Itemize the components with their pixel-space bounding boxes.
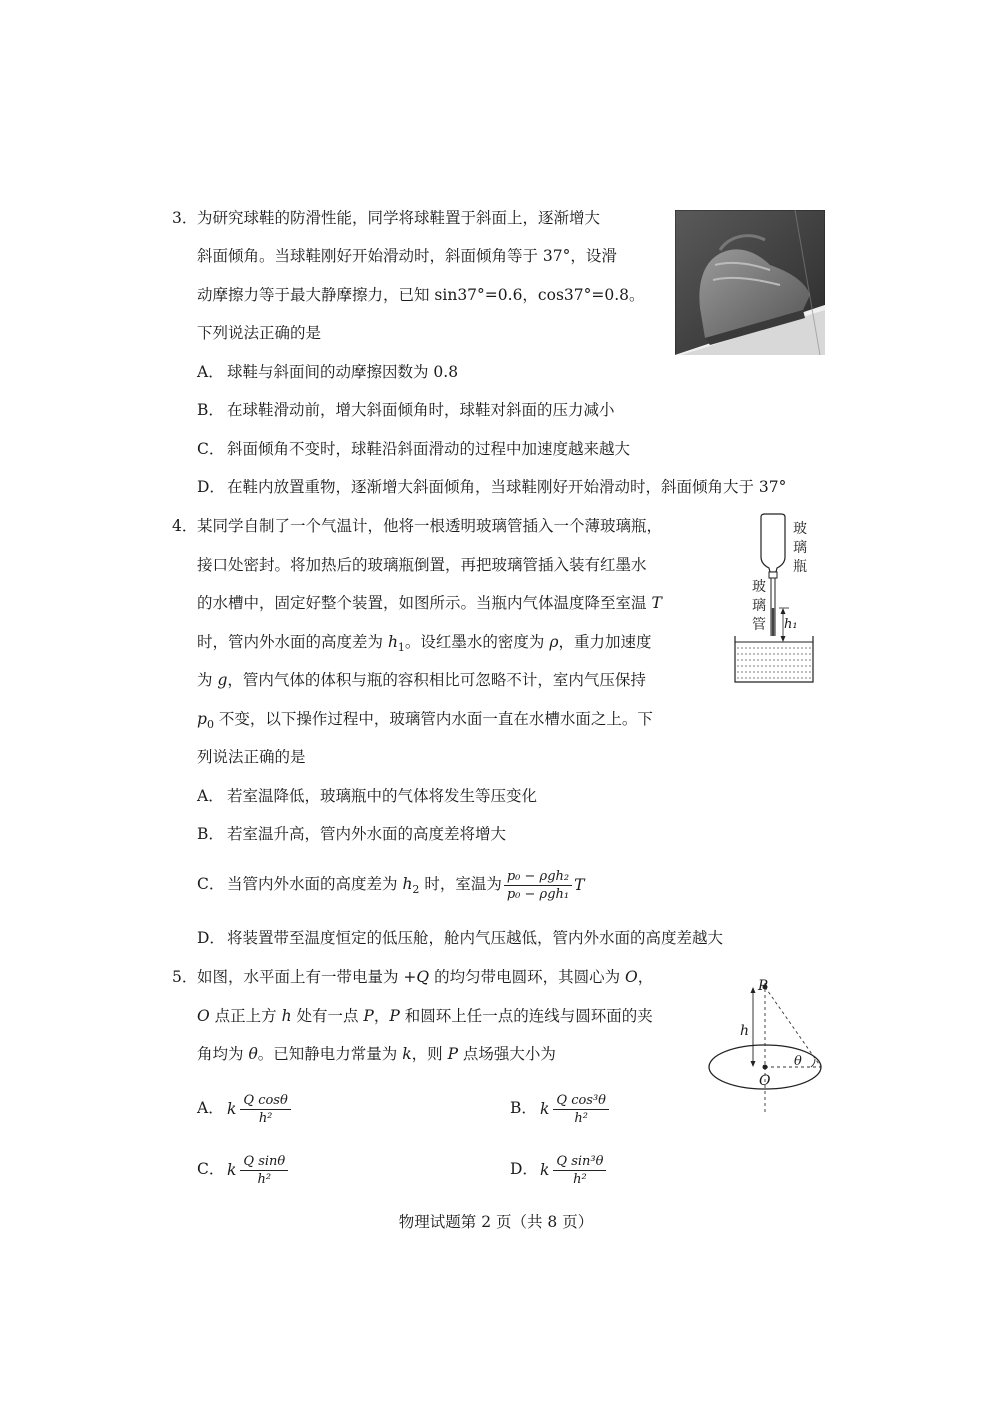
text-run: 和圆环上任一点的连线与圆环面的夹 (399, 1007, 653, 1025)
q3-text-line-2: 斜面倾角。当球鞋刚好开始滑动时，斜面倾角等于 37°，设滑 (197, 247, 617, 265)
option-fraction (240, 1092, 290, 1127)
fraction-numerator: p₀ − ρgh₂ (504, 868, 572, 886)
fraction-numerator: Q cosθ (240, 1092, 290, 1110)
symbol-rho: ρ (549, 633, 559, 651)
text-run: 为 (197, 671, 218, 689)
h1-label: h₁ (784, 617, 798, 632)
point-o (763, 1065, 768, 1070)
option-text: 若室温升高，管内外水面的高度差将增大 (227, 825, 507, 843)
q4-number: 4． (172, 517, 198, 535)
option-text: 球鞋与斜面间的动摩擦因数为 0.8 (227, 363, 459, 381)
option-letter: B． (197, 825, 224, 843)
tube-label: 玻璃管 (752, 579, 766, 633)
q4-text-line-3 (197, 592, 662, 614)
option-letter: B． (197, 401, 224, 419)
option-fraction (240, 1153, 288, 1188)
page-footer: 物理试题第 2 页（共 8 页） (398, 1213, 594, 1231)
q5-option-c (197, 1147, 290, 1192)
q3-text-line-3: 动摩擦力等于最大静摩擦力，已知 sin37°=0.6，cos37°=0.8。 (197, 286, 645, 304)
option-letter: D． (197, 929, 225, 947)
q4-text-line-6 (197, 708, 653, 736)
option-text: 在球鞋滑动前，增大斜面倾角时，球鞋对斜面的压力减小 (227, 401, 615, 419)
q5-option-a (197, 1086, 293, 1131)
option-letter: A． (197, 1099, 224, 1117)
fraction-numerator: Q sinθ (240, 1153, 288, 1171)
symbol-p: p (197, 710, 207, 728)
label-p: P (758, 978, 768, 994)
text-run: ，重力加速度 (558, 633, 652, 651)
subscript: 0 (206, 718, 214, 732)
q4-text-line-7: 列说法正确的是 (197, 748, 306, 766)
symbol-h: h (402, 875, 413, 893)
q5-option-b (510, 1086, 611, 1131)
symbol-k: k (227, 1161, 237, 1179)
option-text: 时，室温为 (419, 875, 502, 893)
symbol-Q: Q (416, 968, 430, 986)
text-run: 处有一点 (291, 1007, 364, 1025)
q4-text-line-2: 接口处密封。将加热后的玻璃瓶倒置，再把玻璃管插入装有红墨水 (197, 556, 647, 574)
q4-text-line-5 (197, 669, 646, 691)
label-h: h (740, 1023, 750, 1039)
text-run: 。已知静电力常量为 (257, 1045, 403, 1063)
theta-arc (811, 1059, 815, 1067)
option-text: 若室温降低，玻璃瓶中的气体将发生等压变化 (227, 787, 538, 805)
symbol-T: T (651, 594, 662, 612)
text-run: ， (373, 1007, 390, 1025)
bottle-neck (769, 572, 777, 578)
option-fraction (553, 1153, 606, 1188)
text-run: 不变，以下操作过程中，玻璃管内水面一直在水槽水面之上。下 (213, 710, 653, 728)
text-run: 的水槽中，固定好整个装置，如图所示。当瓶内气体温度降至室温 (197, 594, 652, 612)
symbol-g: g (217, 671, 228, 689)
q3-text-line-1: 为研究球鞋的防滑性能，同学将球鞋置于斜面上，逐渐增大 (197, 209, 601, 227)
fraction-denominator: h² (574, 1110, 588, 1126)
q5-text-line-3 (197, 1043, 556, 1065)
option-text: 将装置带至温度恒定的低压舱，舱内气压越低，管内外水面的高度差越大 (227, 929, 724, 947)
q3-option-b (197, 399, 615, 421)
text-run: 如图，水平面上有一带电量为 + (197, 968, 417, 986)
text-run: ， (637, 968, 654, 986)
symbol-theta: θ (248, 1045, 258, 1063)
fraction-denominator: h² (573, 1171, 587, 1187)
text-run: 的均匀带电圆环，其圆心为 (429, 968, 625, 986)
option-letter: A． (197, 787, 224, 805)
bottle-icon (761, 514, 785, 572)
q4-option-a (197, 785, 537, 807)
q5-text-line-1 (197, 966, 653, 988)
option-letter: B． (510, 1099, 537, 1117)
text-run: 点场强大小为 (458, 1045, 556, 1063)
option-text: 当管内外水面的高度差为 (227, 875, 403, 893)
text-run: 。设红墨水的密度为 (404, 633, 550, 651)
option-fraction (553, 1092, 609, 1127)
option-letter: C． (197, 875, 225, 893)
arrow-up-icon (751, 987, 756, 993)
text-run: ，管内气体的体积与瓶的容积相比可忽略不计，室内气压保持 (227, 671, 646, 689)
option-letter: C． (197, 440, 225, 458)
symbol-k: k (227, 1100, 237, 1118)
symbol-h: h (387, 633, 398, 651)
text-run: 点正上方 (209, 1007, 282, 1025)
symbol-O: O (625, 968, 638, 986)
shoe-on-incline-photo (675, 210, 825, 355)
subscript: 2 (412, 883, 420, 897)
text-run: ，则 (411, 1045, 448, 1063)
q4-option-c (197, 862, 584, 912)
q3-text-line-4: 下列说法正确的是 (197, 324, 322, 342)
option-letter: A． (197, 363, 224, 381)
q5-option-d (510, 1147, 608, 1192)
q3-option-d (197, 476, 786, 498)
temperature-fraction (504, 868, 572, 903)
fraction-denominator: h² (257, 1171, 272, 1187)
option-letter: D． (510, 1160, 538, 1178)
q4-option-d (197, 927, 723, 949)
symbol-P: P (389, 1007, 400, 1025)
option-letter: C． (197, 1160, 225, 1178)
fraction-numerator: Q sin³θ (553, 1153, 606, 1171)
fraction-numerator: Q cos³θ (553, 1092, 609, 1110)
option-letter: D． (197, 478, 225, 496)
q4-text-line-1: 某同学自制了一个气温计，他将一根透明玻璃管插入一个薄玻璃瓶， (197, 517, 663, 535)
subscript: 1 (397, 641, 405, 655)
q3-option-a (197, 361, 458, 383)
symbol-T: T (574, 876, 585, 894)
q5-text-line-2 (197, 1005, 653, 1027)
q3-option-c (197, 438, 630, 460)
symbol-O: O (197, 1007, 210, 1025)
symbol-k: k (540, 1161, 550, 1179)
symbol-k: k (540, 1100, 550, 1118)
fraction-denominator: h² (258, 1110, 273, 1126)
text-run: 时，管内外水面的高度差为 (197, 633, 388, 651)
arrow-down-icon (751, 1061, 756, 1067)
symbol-P: P (363, 1007, 374, 1025)
q3-number: 3． (172, 209, 198, 227)
label-o: O (759, 1073, 771, 1089)
symbol-P: P (447, 1045, 458, 1063)
symbol-h: h (281, 1007, 292, 1025)
bottle-label: 玻璃瓶 (793, 521, 807, 575)
q5-number: 5． (172, 968, 198, 986)
text-run: 角均为 (197, 1045, 249, 1063)
thermometer-apparatus-figure (725, 512, 825, 687)
option-text: 斜面倾角不变时，球鞋沿斜面滑动的过程中加速度越来越大 (227, 440, 631, 458)
label-theta: θ (794, 1054, 802, 1069)
q4-option-b (197, 823, 506, 845)
water-tank (735, 636, 813, 682)
q4-text-line-4 (197, 631, 652, 659)
fraction-denominator: p₀ − ρgh₁ (506, 886, 570, 902)
symbol-k: k (402, 1045, 412, 1063)
option-text: 在鞋内放置重物，逐渐增大斜面倾角，当球鞋刚好开始滑动时，斜面倾角大于 37° (227, 478, 787, 496)
